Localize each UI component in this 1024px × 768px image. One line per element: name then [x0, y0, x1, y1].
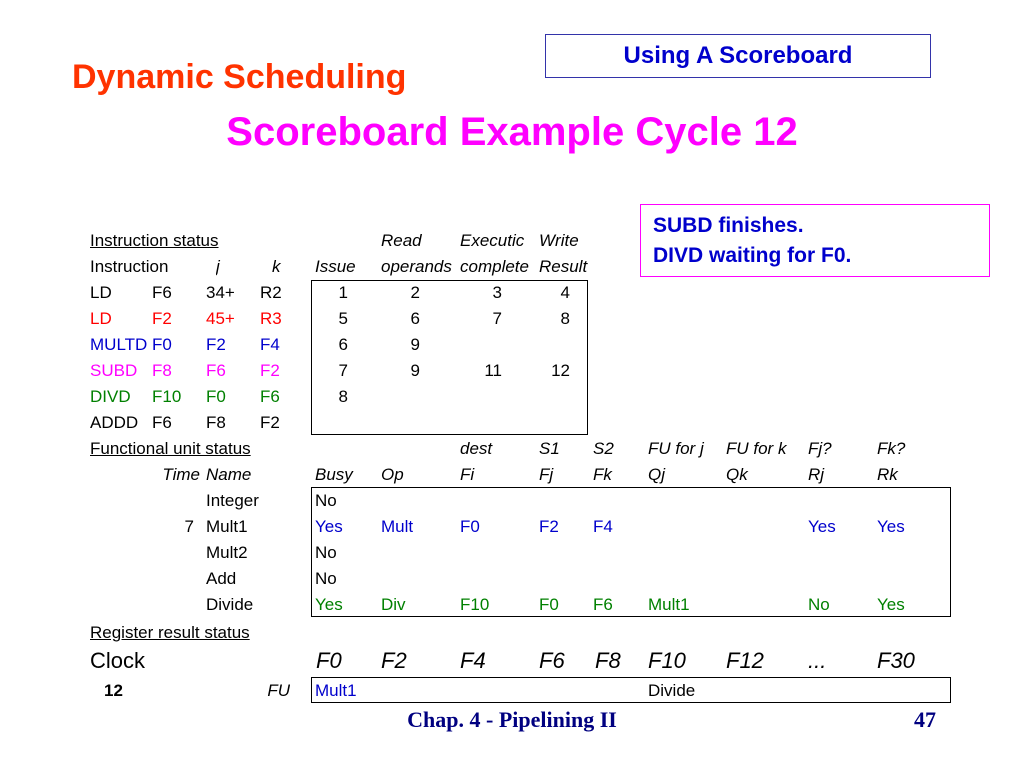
- fu-header-top: FU for j: [648, 439, 704, 458]
- instruction-j: F6: [206, 361, 226, 380]
- fu-time: 7: [184, 517, 194, 536]
- fu-busy: No: [315, 569, 337, 588]
- note-line-1: SUBD finishes.: [653, 214, 804, 237]
- instruction-k: F4: [260, 335, 280, 354]
- instruction-k: F2: [260, 361, 280, 380]
- instruction-header: k: [272, 257, 281, 276]
- instruction-header-top: Write: [539, 231, 579, 250]
- fu-header: Busy: [315, 465, 353, 484]
- instruction-status-box: [311, 280, 588, 435]
- instruction-dest: F6: [152, 283, 172, 302]
- instruction-header-top: Executic: [460, 231, 525, 250]
- fu-fk: F6: [593, 595, 613, 614]
- fu-busy: Yes: [315, 517, 343, 536]
- fu-header: Time: [162, 465, 200, 484]
- instruction-header: complete: [460, 257, 529, 276]
- instruction-j: 34+: [206, 283, 235, 302]
- instruction-dest: F0: [152, 335, 172, 354]
- register-name: F8: [595, 648, 621, 673]
- read-cycle: 6: [410, 309, 420, 328]
- instruction-op: SUBD: [90, 361, 138, 380]
- fu-busy: No: [315, 543, 337, 562]
- instruction-k: F2: [260, 413, 280, 432]
- instruction-j: F8: [206, 413, 226, 432]
- issue-cycle: 6: [338, 335, 348, 354]
- fu-busy: Yes: [315, 595, 343, 614]
- instruction-status-label: Instruction status: [90, 231, 219, 250]
- instruction-k: R2: [260, 283, 282, 302]
- fu-header-top: S1: [539, 439, 560, 458]
- fu-op: Div: [381, 595, 406, 614]
- register-name: F2: [381, 648, 407, 673]
- fu-busy: No: [315, 491, 337, 510]
- fu-header-top: dest: [460, 439, 493, 458]
- instruction-header: Instruction: [90, 257, 169, 276]
- instruction-header: Result: [539, 257, 588, 276]
- fu-name: Integer: [206, 491, 259, 510]
- instruction-header: Issue: [315, 257, 356, 276]
- instruction-dest: F8: [152, 361, 172, 380]
- read-cycle: 9: [410, 361, 420, 380]
- fu-rk: Yes: [877, 517, 905, 536]
- fu-header: Rj: [808, 465, 825, 484]
- instruction-j: 45+: [206, 309, 235, 328]
- fu-header: Fj: [539, 465, 554, 484]
- issue-cycle: 1: [338, 283, 348, 302]
- instruction-header: j: [216, 257, 220, 276]
- clock-label: Clock: [90, 648, 146, 673]
- instruction-dest: F2: [152, 309, 172, 328]
- read-cycle: 9: [410, 335, 420, 354]
- fu-name: Mult1: [206, 517, 248, 536]
- fu-rj: No: [808, 595, 830, 614]
- slide-title: Scoreboard Example Cycle 12: [226, 110, 798, 154]
- instruction-dest: F6: [152, 413, 172, 432]
- instruction-op: ADDD: [90, 413, 139, 432]
- instruction-op: LD: [90, 283, 112, 302]
- fu-qj: Mult1: [648, 595, 690, 614]
- instruction-dest: F10: [152, 387, 182, 406]
- read-cycle: 2: [410, 283, 420, 302]
- register-name: F4: [460, 648, 486, 673]
- page-number: 47: [914, 707, 936, 732]
- fu-fi: F10: [460, 595, 490, 614]
- note-line-2: DIVD waiting for F0.: [653, 244, 852, 267]
- fu-name: Mult2: [206, 543, 248, 562]
- instruction-k: R3: [260, 309, 282, 328]
- instruction-k: F6: [260, 387, 280, 406]
- fu-header-top: FU for k: [726, 439, 787, 458]
- instruction-header-top: Read: [381, 231, 422, 250]
- fu-name: Divide: [206, 595, 254, 614]
- register-value: Divide: [648, 681, 696, 700]
- execute-cycle: 3: [492, 283, 502, 302]
- issue-cycle: 8: [338, 387, 348, 406]
- register-name: ...: [808, 648, 827, 673]
- footer-chapter: Chap. 4 - Pipelining II: [407, 707, 617, 732]
- fu-header-top: Fk?: [877, 439, 906, 458]
- instruction-j: F2: [206, 335, 226, 354]
- fu-name: Add: [206, 569, 237, 588]
- fu-fj: F2: [539, 517, 559, 536]
- functional-unit-status-label: Functional unit status: [90, 439, 251, 458]
- fu-rj: Yes: [808, 517, 836, 536]
- fu-header: Op: [381, 465, 404, 484]
- instruction-j: F0: [206, 387, 226, 406]
- register-name: F6: [539, 648, 565, 673]
- write-cycle: 8: [560, 309, 570, 328]
- topic-label-box: Using A Scoreboard: [545, 34, 931, 78]
- execute-cycle: 11: [484, 361, 502, 380]
- register-name: F0: [316, 648, 342, 673]
- register-result-status-label: Register result status: [90, 623, 250, 642]
- fu-fj: F0: [539, 595, 559, 614]
- instruction-op: DIVD: [90, 387, 131, 406]
- fu-rk: Yes: [877, 595, 905, 614]
- fu-fi: F0: [460, 517, 480, 536]
- fu-header: Fi: [460, 465, 475, 484]
- register-name: F12: [726, 648, 764, 673]
- register-result-box: [311, 677, 951, 703]
- instruction-op: LD: [90, 309, 112, 328]
- write-cycle: 12: [551, 361, 570, 380]
- fu-header: Fk: [593, 465, 612, 484]
- instruction-header: operands: [381, 257, 452, 276]
- fu-op: Mult: [381, 517, 414, 536]
- fu-header: Rk: [877, 465, 898, 484]
- register-value: Mult1: [315, 681, 357, 700]
- write-cycle: 4: [560, 283, 570, 302]
- register-name: F10: [648, 648, 686, 673]
- fu-fk: F4: [593, 517, 613, 536]
- instruction-op: MULTD: [90, 335, 148, 354]
- fu-header-top: Fj?: [808, 439, 832, 458]
- clock-value: 12: [104, 681, 123, 700]
- execute-cycle: 7: [492, 309, 502, 328]
- register-name: F30: [877, 648, 915, 673]
- section-title: Dynamic Scheduling: [72, 58, 407, 96]
- register-fu-label: FU: [267, 681, 290, 700]
- fu-header-top: S2: [593, 439, 614, 458]
- note-box: [640, 204, 990, 277]
- issue-cycle: 7: [338, 361, 348, 380]
- fu-header: Qj: [648, 465, 665, 484]
- issue-cycle: 5: [338, 309, 348, 328]
- fu-header: Qk: [726, 465, 748, 484]
- fu-header: Name: [206, 465, 252, 484]
